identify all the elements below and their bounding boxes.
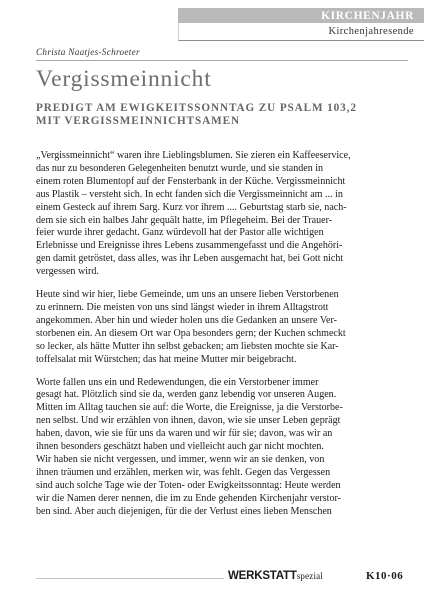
text-line: sind auch solche Tage wie der Toten- oder Ewigkeitssonntag: Heute werden bbox=[36, 479, 341, 491]
page-footer bbox=[0, 568, 424, 590]
footer-divider bbox=[36, 578, 224, 579]
text-line: „Vergissmeinnicht“ waren ihre Lieblingsblumen. Sie zieren ein Kaffeeservice, bbox=[36, 150, 351, 161]
body-paragraph bbox=[36, 377, 410, 519]
header-subcategory: Kirchenjahresende bbox=[178, 23, 424, 41]
text-line: toffelsalat mit Würstchen; das hat meine Mutter mir beigebracht. bbox=[36, 353, 297, 365]
page-code: K10·06 bbox=[366, 570, 404, 582]
text-line: so lecker, als hätte Mutter ihn selbst gebacken; am liebsten mochte sie Kar- bbox=[36, 340, 339, 352]
text-line: aus Plastik – versteht sich. In echt fanden sich die Vergissmeinnicht am ... in bbox=[36, 188, 343, 200]
text-line: Worte fallen uns ein und Redewendungen, die ein Verstorbener immer bbox=[36, 376, 319, 388]
body-paragraph bbox=[36, 289, 410, 366]
text-line: einem roten Blumentopf auf der Fensterbank in der Küche. Vergissmeinnicht bbox=[36, 175, 346, 187]
text-line: Mitten im Alltag tauchen sie auf: die Worte, die Ereignisse, ja die Verstorbe- bbox=[36, 402, 343, 414]
body-paragraph bbox=[36, 150, 410, 279]
text-line: storbenen ein. An diesem Ort war Opa besonders gern; der Kuchen schmeckt bbox=[36, 327, 346, 339]
section-header bbox=[178, 8, 424, 42]
text-line: Erlebnisse und Ereignisse ihres Lebens zusammengefasst und die Angehöri- bbox=[36, 240, 343, 252]
text-line: ben sind. Aber auch diejenigen, für die der Verlust eines lieben Menschen bbox=[36, 505, 332, 517]
text-line: gen damit getröstet, dass alles, was ihr Leben ausgemacht hat, bei Gott nicht bbox=[36, 253, 344, 265]
logo-main: WERKSTATT bbox=[228, 570, 297, 582]
text-line: feier wurde ihrer gedacht. Ganz würdevoll hat der Pastor alle wichtigen bbox=[36, 227, 324, 239]
article-body bbox=[36, 150, 410, 528]
page-subtitle bbox=[36, 102, 357, 127]
text-line: nen selbst. Und wir erzählen von ihnen, davon, wie sie unser Leben geprägt bbox=[36, 415, 341, 427]
text-line: das nur zu besonderen Gelegenheiten benutzt wurde, und sie standen in bbox=[36, 162, 324, 174]
logo-sub: spezial bbox=[296, 571, 324, 581]
subtitle-line: MIT VERGISSMEINNICHTSAMEN bbox=[36, 114, 240, 127]
subtitle-line: PREDIGT AM EWIGKEITSSONNTAG ZU PSALM 103,2 bbox=[36, 102, 357, 114]
author-divider bbox=[36, 60, 408, 61]
text-line: wir die Namen derer nennen, die im zu Ende gehenden Kirchenjahr verstor- bbox=[36, 492, 341, 504]
text-line: vergessen wird. bbox=[36, 266, 99, 278]
text-line: ihnen besonders geschätzt haben und vielleicht auch gar nicht mochten. bbox=[36, 441, 324, 453]
publication-logo bbox=[228, 570, 323, 582]
text-line: gesagt hat. Plötzlich sind sie da, werden ganz lebendig vor unseren Augen. bbox=[36, 389, 337, 401]
text-line: haben, davon, wie sie für uns da waren und wir für sie; davon, was wir an bbox=[36, 428, 333, 440]
text-line: einem Gesteck auf ihrem Sarg. Kurz vor ihrem .... Geburtstag starb sie, nach- bbox=[36, 201, 347, 213]
text-line: Wir haben sie nicht vergessen, und immer, wenn wir an sie denken, von bbox=[36, 453, 325, 465]
text-line: dem sie sich ein halbes Jahr gequält hatte, im Pflegeheim. Bei der Trauer- bbox=[36, 214, 333, 226]
text-line: Heute sind wir hier, liebe Gemeinde, um uns an unsere lieben Verstorbenen bbox=[36, 289, 339, 301]
header-category: KIRCHENJAHR bbox=[178, 8, 424, 23]
text-line: zu erinnern. Die meisten von uns sind längst wieder in ihrem Alltagstrott bbox=[36, 301, 329, 313]
page-title: Vergissmeinnicht bbox=[36, 66, 212, 92]
author-name: Christa Naatjes-Schroeter bbox=[36, 47, 140, 57]
text-line: angekommen. Aber hin und wieder holen uns die Gedanken an unsere Ver- bbox=[36, 314, 337, 326]
text-line: ihnen träumen und erzählen, merken wir, was fehlt. Gegen das Vergessen bbox=[36, 466, 331, 478]
